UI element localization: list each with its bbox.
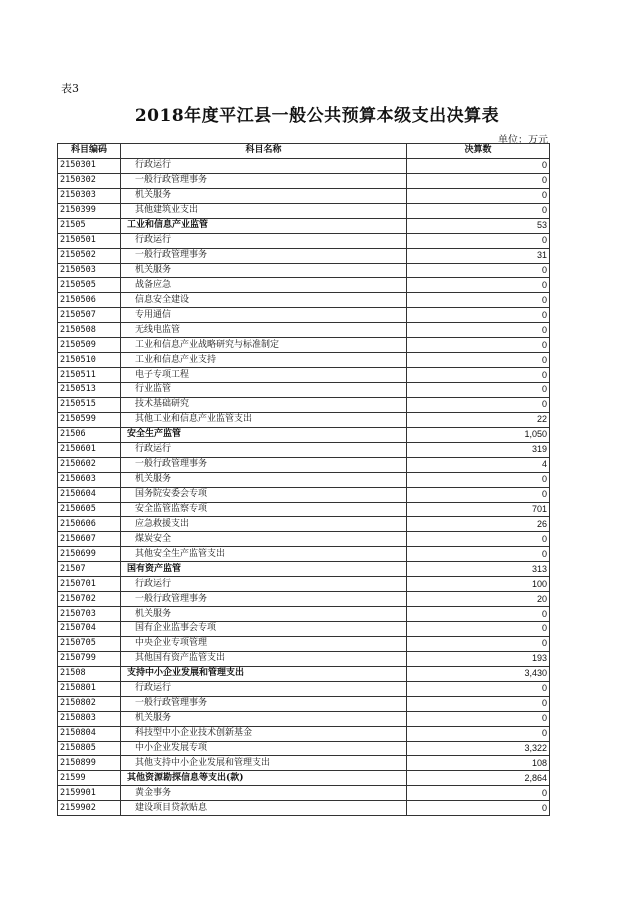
subject-name-cell: 其他国有资产监管支出 xyxy=(121,651,407,666)
subject-name-cell: 其他资源勘探信息等支出(款) xyxy=(121,771,407,786)
final-amount-cell: 0 xyxy=(407,547,550,562)
subject-code-cell: 2150515 xyxy=(58,397,121,412)
subject-name-cell: 安全生产监管 xyxy=(121,427,407,442)
table-row xyxy=(58,666,550,681)
table-row xyxy=(58,502,550,517)
final-amount-cell: 0 xyxy=(407,278,550,293)
final-amount-cell: 0 xyxy=(407,622,550,637)
subject-code-cell: 2159902 xyxy=(58,801,121,816)
table-row xyxy=(58,233,550,248)
final-amount-cell: 1,050 xyxy=(407,427,550,442)
final-amount-cell: 0 xyxy=(407,338,550,353)
table-row xyxy=(58,442,550,457)
subject-code-cell: 2150505 xyxy=(58,278,121,293)
subject-code-cell: 2150603 xyxy=(58,472,121,487)
header-code: 科目编码 xyxy=(58,144,121,159)
subject-code-cell: 2150503 xyxy=(58,263,121,278)
table-row xyxy=(58,472,550,487)
final-amount-cell: 0 xyxy=(407,353,550,368)
table-row xyxy=(58,248,550,263)
subject-name-cell: 行政运行 xyxy=(121,681,407,696)
table-row xyxy=(58,427,550,442)
document-title: 2018年度平江县一般公共预算本级支出决算表 xyxy=(134,106,500,126)
table-row xyxy=(58,308,550,323)
final-amount-cell: 31 xyxy=(407,248,550,263)
header-amount: 决算数 xyxy=(407,144,550,159)
subject-name-cell: 行政运行 xyxy=(121,442,407,457)
subject-name-cell: 中央企业专项管理 xyxy=(121,636,407,651)
final-amount-cell: 319 xyxy=(407,442,550,457)
table-row xyxy=(58,711,550,726)
subject-name-cell: 煤炭安全 xyxy=(121,532,407,547)
subject-name-cell: 一般行政管理事务 xyxy=(121,696,407,711)
subject-code-cell: 2150899 xyxy=(58,756,121,771)
final-amount-cell: 2,864 xyxy=(407,771,550,786)
final-amount-cell: 0 xyxy=(407,203,550,218)
final-amount-cell: 0 xyxy=(407,711,550,726)
table-row xyxy=(58,323,550,338)
subject-name-cell: 一般行政管理事务 xyxy=(121,592,407,607)
subject-name-cell: 黄金事务 xyxy=(121,786,407,801)
table-row xyxy=(58,741,550,756)
table-row xyxy=(58,338,550,353)
final-amount-cell: 3,430 xyxy=(407,666,550,681)
subject-code-cell: 21505 xyxy=(58,218,121,233)
table-row xyxy=(58,353,550,368)
subject-code-cell: 2150605 xyxy=(58,502,121,517)
subject-code-cell: 21507 xyxy=(58,562,121,577)
final-amount-cell: 0 xyxy=(407,397,550,412)
final-amount-cell: 0 xyxy=(407,636,550,651)
subject-name-cell: 建设项目贷款贴息 xyxy=(121,801,407,816)
subject-code-cell: 2150803 xyxy=(58,711,121,726)
subject-code-cell: 2150510 xyxy=(58,353,121,368)
subject-name-cell: 国有资产监管 xyxy=(121,562,407,577)
subject-name-cell: 机关服务 xyxy=(121,472,407,487)
subject-code-cell: 2150704 xyxy=(58,622,121,637)
final-amount-cell: 4 xyxy=(407,457,550,472)
subject-name-cell: 安全监管监察专项 xyxy=(121,502,407,517)
final-amount-cell: 0 xyxy=(407,188,550,203)
final-amount-cell: 0 xyxy=(407,308,550,323)
subject-name-cell: 无线电监管 xyxy=(121,323,407,338)
table-row xyxy=(58,383,550,398)
final-amount-cell: 313 xyxy=(407,562,550,577)
final-amount-cell: 53 xyxy=(407,218,550,233)
subject-name-cell: 电子专项工程 xyxy=(121,368,407,383)
final-amount-cell: 0 xyxy=(407,607,550,622)
subject-code-cell: 2150509 xyxy=(58,338,121,353)
subject-code-cell: 21506 xyxy=(58,427,121,442)
subject-name-cell: 一般行政管理事务 xyxy=(121,457,407,472)
expenditure-table xyxy=(57,143,550,816)
table-row xyxy=(58,457,550,472)
subject-name-cell: 工业和信息产业支持 xyxy=(121,353,407,368)
unit-label: 单位：万元 xyxy=(498,135,548,146)
subject-code-cell: 2150606 xyxy=(58,517,121,532)
subject-name-cell: 战备应急 xyxy=(121,278,407,293)
subject-code-cell: 2150506 xyxy=(58,293,121,308)
subject-code-cell: 2150699 xyxy=(58,547,121,562)
subject-name-cell: 工业和信息产业监管 xyxy=(121,218,407,233)
subject-name-cell: 行政运行 xyxy=(121,577,407,592)
final-amount-cell: 701 xyxy=(407,502,550,517)
table-number-label: 表3 xyxy=(61,82,79,95)
final-amount-cell: 0 xyxy=(407,801,550,816)
table-header xyxy=(58,144,550,159)
subject-code-cell: 2150502 xyxy=(58,248,121,263)
subject-name-cell: 行业监管 xyxy=(121,383,407,398)
final-amount-cell: 193 xyxy=(407,651,550,666)
final-amount-cell: 0 xyxy=(407,323,550,338)
final-amount-cell: 108 xyxy=(407,756,550,771)
subject-code-cell: 2150604 xyxy=(58,487,121,502)
final-amount-cell: 0 xyxy=(407,696,550,711)
subject-code-cell: 2150399 xyxy=(58,203,121,218)
subject-code-cell: 2150804 xyxy=(58,726,121,741)
final-amount-cell: 0 xyxy=(407,263,550,278)
final-amount-cell: 0 xyxy=(407,472,550,487)
table-row xyxy=(58,188,550,203)
table-row xyxy=(58,158,550,173)
subject-code-cell: 2150701 xyxy=(58,577,121,592)
table-row xyxy=(58,412,550,427)
subject-code-cell: 2150703 xyxy=(58,607,121,622)
subject-name-cell: 科技型中小企业技术创新基金 xyxy=(121,726,407,741)
table-row xyxy=(58,368,550,383)
table-row xyxy=(58,592,550,607)
table-row xyxy=(58,263,550,278)
table-row xyxy=(58,786,550,801)
table-row xyxy=(58,532,550,547)
subject-code-cell: 21508 xyxy=(58,666,121,681)
table-body xyxy=(58,158,550,815)
subject-code-cell: 2150601 xyxy=(58,442,121,457)
table-row xyxy=(58,173,550,188)
final-amount-cell: 0 xyxy=(407,368,550,383)
final-amount-cell: 3,322 xyxy=(407,741,550,756)
final-amount-cell: 0 xyxy=(407,233,550,248)
table-row xyxy=(58,203,550,218)
final-amount-cell: 0 xyxy=(407,487,550,502)
subject-code-cell: 2150702 xyxy=(58,592,121,607)
subject-name-cell: 其他支持中小企业发展和管理支出 xyxy=(121,756,407,771)
table-row xyxy=(58,218,550,233)
final-amount-cell: 0 xyxy=(407,726,550,741)
subject-code-cell: 2150805 xyxy=(58,741,121,756)
final-amount-cell: 22 xyxy=(407,412,550,427)
subject-name-cell: 国有企业监事会专项 xyxy=(121,622,407,637)
subject-code-cell: 2150801 xyxy=(58,681,121,696)
header-row xyxy=(58,144,550,159)
table-row xyxy=(58,607,550,622)
subject-name-cell: 机关服务 xyxy=(121,607,407,622)
table-row xyxy=(58,487,550,502)
final-amount-cell: 0 xyxy=(407,786,550,801)
subject-name-cell: 国务院安委会专项 xyxy=(121,487,407,502)
subject-code-cell: 2150501 xyxy=(58,233,121,248)
subject-name-cell: 其他建筑业支出 xyxy=(121,203,407,218)
subject-name-cell: 信息安全建设 xyxy=(121,293,407,308)
subject-name-cell: 技术基础研究 xyxy=(121,397,407,412)
table-row xyxy=(58,517,550,532)
table-row xyxy=(58,756,550,771)
subject-name-cell: 应急救援支出 xyxy=(121,517,407,532)
table-row xyxy=(58,293,550,308)
subject-code-cell: 2150513 xyxy=(58,383,121,398)
table-row xyxy=(58,636,550,651)
final-amount-cell: 0 xyxy=(407,173,550,188)
subject-name-cell: 机关服务 xyxy=(121,188,407,203)
final-amount-cell: 26 xyxy=(407,517,550,532)
subject-name-cell: 专用通信 xyxy=(121,308,407,323)
subject-name-cell: 机关服务 xyxy=(121,263,407,278)
subject-code-cell: 2150607 xyxy=(58,532,121,547)
table-row xyxy=(58,771,550,786)
subject-code-cell: 2150301 xyxy=(58,158,121,173)
table-row xyxy=(58,801,550,816)
table-row xyxy=(58,651,550,666)
table-row xyxy=(58,577,550,592)
table-row xyxy=(58,278,550,293)
subject-code-cell: 2150799 xyxy=(58,651,121,666)
subject-code-cell: 2150508 xyxy=(58,323,121,338)
subject-code-cell: 2150705 xyxy=(58,636,121,651)
subject-code-cell: 2150802 xyxy=(58,696,121,711)
final-amount-cell: 100 xyxy=(407,577,550,592)
subject-name-cell: 行政运行 xyxy=(121,158,407,173)
subject-name-cell: 行政运行 xyxy=(121,233,407,248)
table-row xyxy=(58,726,550,741)
subject-code-cell: 2150303 xyxy=(58,188,121,203)
subject-code-cell: 2150507 xyxy=(58,308,121,323)
final-amount-cell: 0 xyxy=(407,383,550,398)
subject-name-cell: 一般行政管理事务 xyxy=(121,248,407,263)
subject-code-cell: 2150599 xyxy=(58,412,121,427)
subject-name-cell: 其他安全生产监管支出 xyxy=(121,547,407,562)
subject-code-cell: 2150302 xyxy=(58,173,121,188)
table-row xyxy=(58,681,550,696)
subject-name-cell: 支持中小企业发展和管理支出 xyxy=(121,666,407,681)
subject-name-cell: 工业和信息产业战略研究与标准制定 xyxy=(121,338,407,353)
final-amount-cell: 20 xyxy=(407,592,550,607)
subject-code-cell: 21599 xyxy=(58,771,121,786)
final-amount-cell: 0 xyxy=(407,158,550,173)
header-name: 科目名称 xyxy=(121,144,407,159)
subject-name-cell: 一般行政管理事务 xyxy=(121,173,407,188)
table-row xyxy=(58,547,550,562)
subject-code-cell: 2150602 xyxy=(58,457,121,472)
table-row xyxy=(58,696,550,711)
table-row xyxy=(58,397,550,412)
final-amount-cell: 0 xyxy=(407,681,550,696)
subject-name-cell: 机关服务 xyxy=(121,711,407,726)
subject-code-cell: 2159901 xyxy=(58,786,121,801)
final-amount-cell: 0 xyxy=(407,532,550,547)
table-row xyxy=(58,622,550,637)
subject-name-cell: 中小企业发展专项 xyxy=(121,741,407,756)
subject-code-cell: 2150511 xyxy=(58,368,121,383)
final-amount-cell: 0 xyxy=(407,293,550,308)
table-row xyxy=(58,562,550,577)
subject-name-cell: 其他工业和信息产业监管支出 xyxy=(121,412,407,427)
